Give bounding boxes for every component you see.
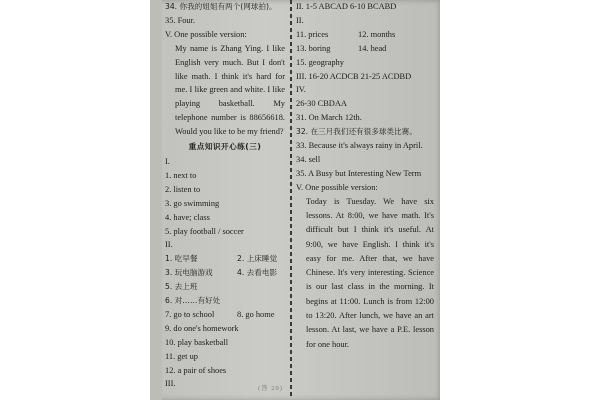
ii-item: 5. 去上班: [165, 282, 198, 292]
ii-pair-row: [165, 280, 285, 294]
ii-pair-row: [165, 294, 285, 308]
page-footer: (答 20): [258, 385, 283, 392]
ii-pair-row: [165, 252, 285, 266]
section-iii-answers: III. 16-20 ACDCB 21-25 ACDBD: [296, 71, 412, 81]
section-ii-answers: II. 1-5 ABCAD 6-10 BCABD: [296, 2, 397, 11]
answer-item: 11. prices: [296, 29, 329, 39]
ii-item: 3. 玩电脑游戏: [165, 268, 213, 278]
ii-item: 11. get up: [165, 351, 198, 361]
essay-left: My name is Zhang Ying. I like English very much. But I don't like math. I think it's hard for me. I like green and white. I like playing basketball. My telephone number is 88656618. Would you like to be my friend?: [175, 43, 285, 137]
answer-item-34: 34. 你我的姐姐有两个(网球拍)。: [165, 2, 277, 11]
i-item: 3. go swimming: [165, 198, 220, 208]
ii-item: 4. 去看电影: [237, 268, 278, 278]
answer-item-32: 32. 在三月我们还有很多球类比赛。: [296, 127, 417, 137]
answer-item-34-right: 34. sell: [296, 154, 321, 164]
ii-item: 12. a pair of shoes: [165, 365, 227, 375]
answer-pair-row: [296, 28, 434, 42]
right-column: [296, 0, 434, 352]
ii-item: 7. go to school: [165, 309, 215, 319]
answer-item-33: 33. Because it's always rainy in April.: [296, 141, 423, 151]
answer-item: 12. months: [358, 29, 396, 39]
answer-item-31: 31. On March 12th.: [296, 113, 362, 123]
answer-item-35: 35. Four.: [165, 15, 196, 25]
section-v-heading: V. One possible version:: [165, 29, 247, 39]
i-item: 5. play football / soccer: [165, 226, 244, 236]
ii-item: 1. 吃早餐: [165, 254, 198, 264]
column-divider: [290, 0, 292, 400]
ii-pair-row: [165, 266, 285, 280]
ii-item: 8. go home: [237, 309, 275, 319]
ii-item: 2. 上床睡觉: [237, 254, 278, 264]
section-title: 重点知识开心练(三): [188, 142, 262, 152]
ii-pair-row: [165, 308, 285, 322]
roman-i-heading: I.: [165, 156, 170, 166]
answer-item: 13. boring: [296, 43, 331, 53]
left-column: [165, 0, 285, 391]
section-ii-heading: II.: [296, 15, 304, 25]
essay-right: Today is Tuesday. We have six lessons. At 8:00, we have math. It's difficult but I think it's useful. At 9:00, we have English. I think it's easy for me. After that, we have Chinese. It's very interesting. Science is our last class in the morning. It begins at 11:00. Lunch is from 12:00 to 13:20. After lunch, we have an art lesson. At last, we have a P.E. lesson for one hour.: [306, 196, 434, 349]
answer-item-35-right: 35. A Busy but Interesting New Term: [296, 168, 422, 178]
ii-item: 6. 对……有好处: [165, 296, 221, 306]
roman-ii-heading: II.: [165, 240, 173, 250]
answer-pair-row: [296, 42, 434, 56]
answer-range-26-30: 26-30 CBDAA: [296, 99, 347, 109]
page-margin: [150, 0, 162, 400]
section-v-heading-right: V. One possible version:: [296, 182, 378, 192]
section-iv-heading: IV.: [296, 85, 306, 95]
answer-item: 14. head: [358, 43, 387, 53]
roman-iii-heading: III.: [165, 379, 176, 389]
i-item: 4. have; class: [165, 212, 210, 222]
i-item: 2. listen to: [165, 184, 201, 194]
ii-item: 9. do one's homework: [165, 323, 239, 333]
i-item: 1. next to: [165, 170, 197, 180]
answer-item-15: 15. geography: [296, 57, 344, 67]
ii-item: 10. play basketball: [165, 337, 229, 347]
